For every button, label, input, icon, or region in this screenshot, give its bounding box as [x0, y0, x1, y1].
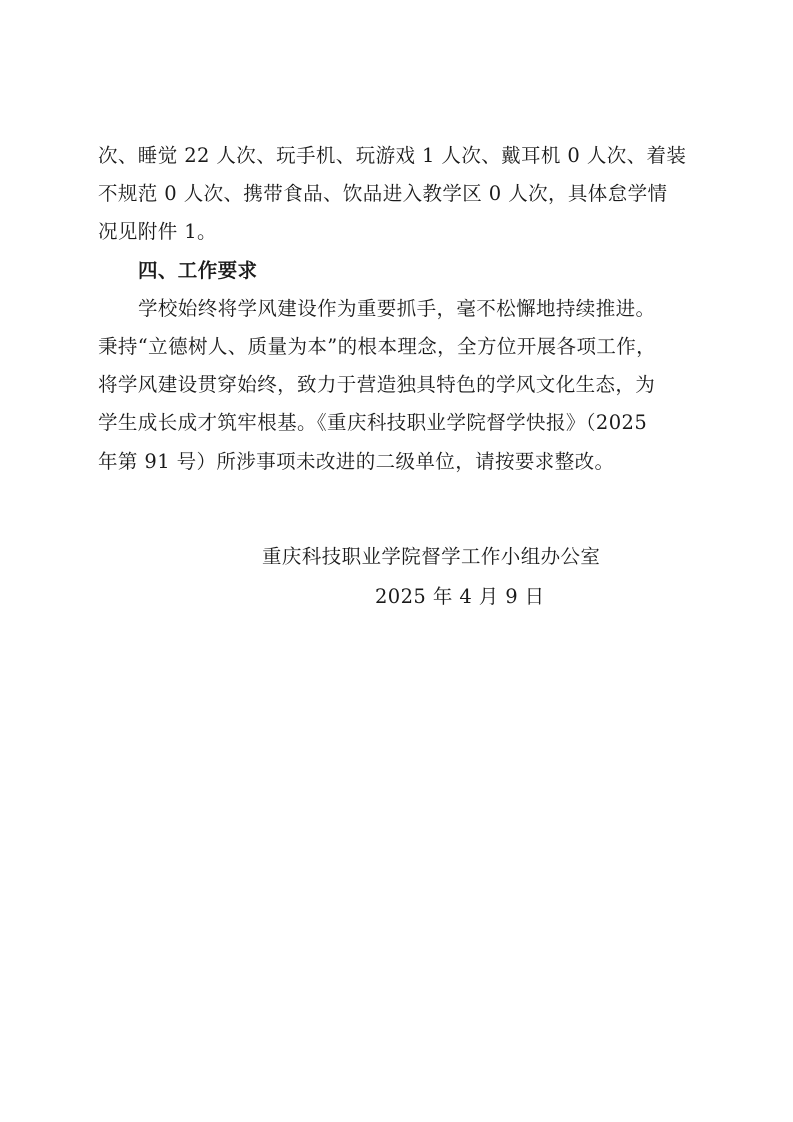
signature-date: 2025 年 4 月 9 日: [375, 585, 545, 608]
text-line: 年第 91 号）所涉事项未改进的二级单位，请按要求整改。: [98, 449, 615, 473]
text-line: 次、睡觉 22 人次、玩手机、玩游戏 1 人次、戴耳机 0 人次、着装: [98, 144, 687, 167]
section-heading-work-requirements: 四、工作要求: [138, 258, 258, 282]
signature-organization: 重庆科技职业学院督学工作小组办公室: [262, 545, 601, 568]
text-line: 不规范 0 人次、携带食品、饮品进入教学区 0 人次，具体怠学情: [98, 182, 668, 206]
text-line: 秉持“立德树人、质量为本”的根本理念，全方位开展各项工作，: [98, 335, 657, 359]
document-body: [98, 137, 696, 481]
text-line: 将学风建设贯穿始终，致力于营造独具特色的学风文化生态，为: [98, 373, 656, 397]
text-line: 学校始终将学风建设作为重要抓手，毫不松懈地持续推进。: [138, 296, 656, 320]
text-line: 况见附件 1。: [98, 220, 217, 244]
paragraph-work-requirements: [98, 290, 696, 481]
paragraph-statistics: [98, 137, 696, 252]
text-line: 学生成长成才筑牢根基。《重庆科技职业学院督学快报》（2025: [98, 411, 648, 435]
